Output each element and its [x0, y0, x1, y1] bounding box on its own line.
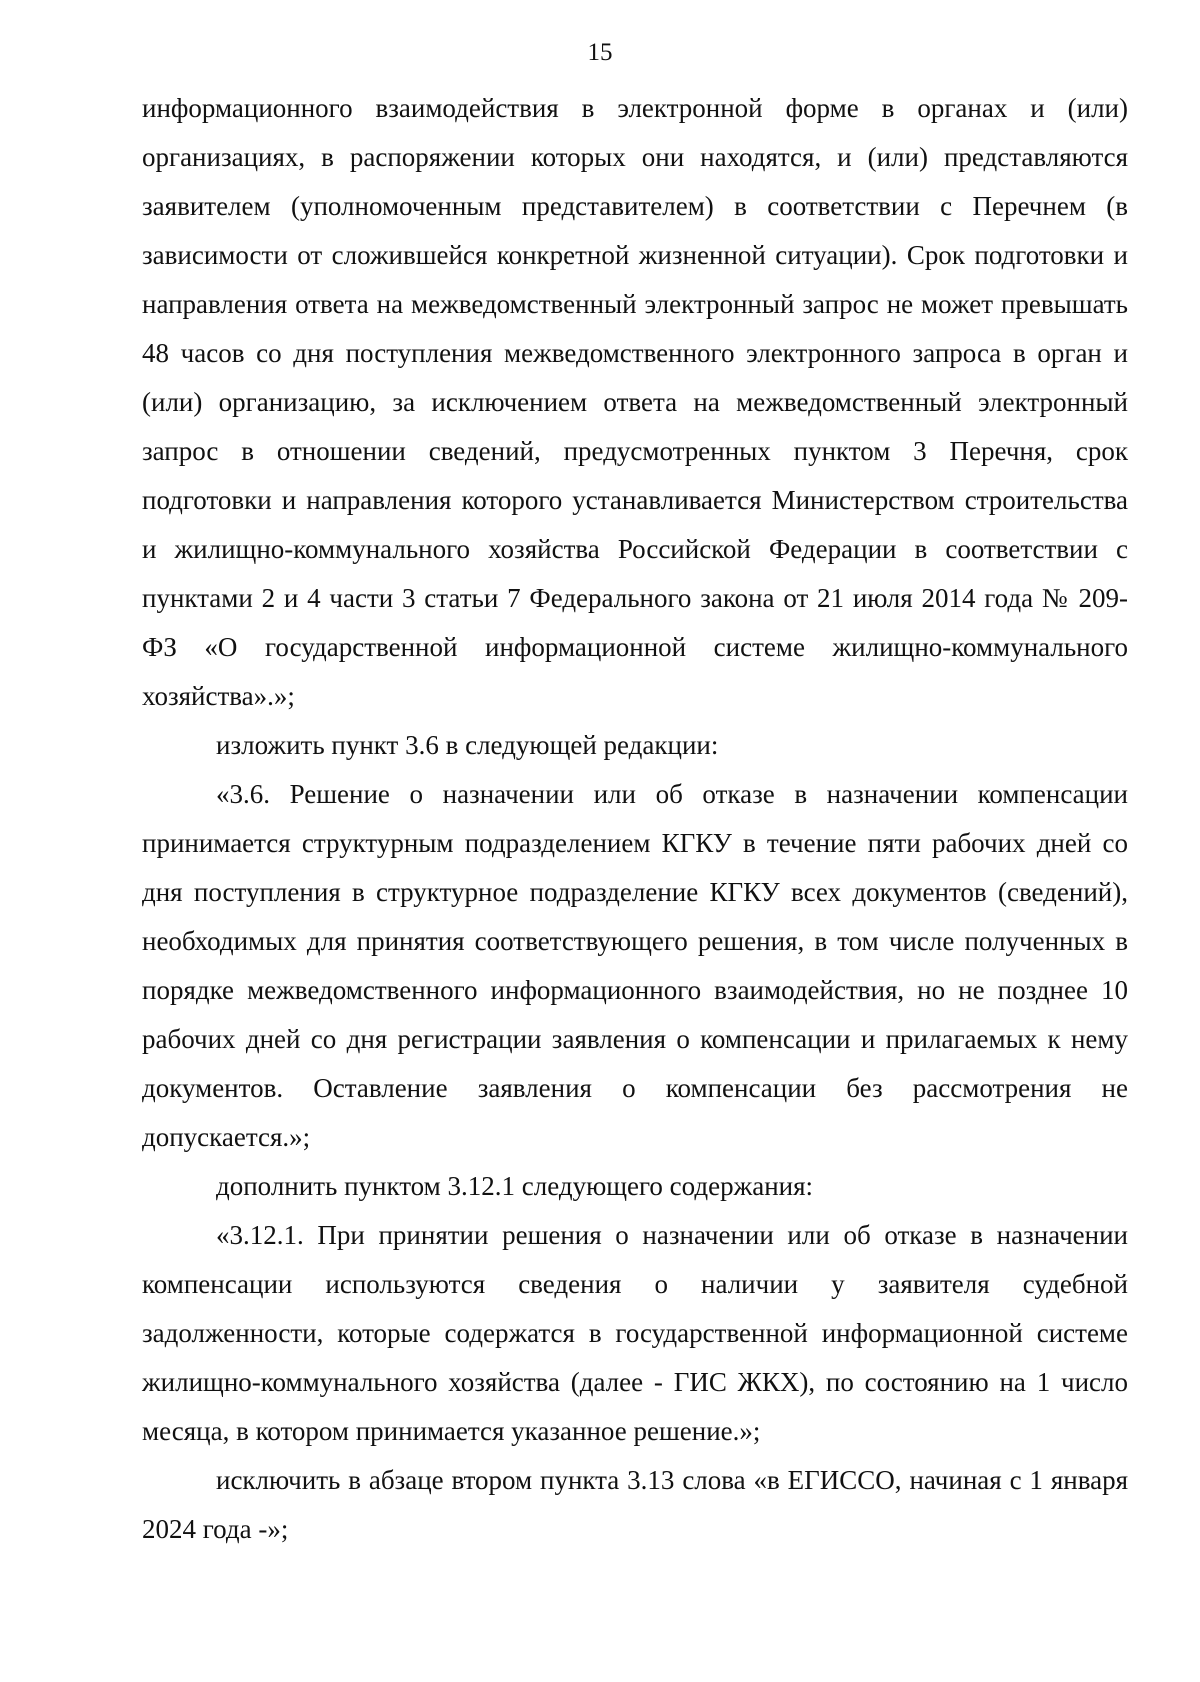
page-number: 15: [587, 39, 613, 66]
paragraph-amend-3-12-1-intro: дополнить пунктом 3.12.1 следующего содержания:: [216, 1171, 814, 1201]
document-body: [142, 84, 1128, 1554]
paragraph-clause-3-12-1: «3.12.1. При принятии решения о назначении или об отказе в назначении компенсации используются сведения о наличии у заявителя судебной задолженности, которые содержатся в государственной информационной системе жилищно-коммунального хозяйства (далее - ГИС ЖКХ), по состоянию на 1 число месяца, в котором принимается указанное решение.»;: [142, 1220, 1128, 1446]
paragraph-clause-3-6: «3.6. Решение о назначении или об отказе в назначении компенсации принимается структурным подразделением КГКУ в течение пяти рабочих дней со дня поступления в структурное подразделение КГКУ всех документов (сведений), необходимых для принятия соответствующего решения, в том числе полученных в порядке межведомственного информационного взаимодействия, но не позднее 10 рабочих дней со дня регистрации заявления о компенсации и прилагаемых к нему документов. Оставление заявления о компенсации без рассмотрения не допускается.»;: [142, 779, 1128, 1152]
paragraph-amend-3-13: исключить в абзаце втором пункта 3.13 слова «в ЕГИССО, начиная с 1 января 2024 года -»;: [142, 1465, 1128, 1544]
paragraph-amend-3-6-intro: изложить пункт 3.6 в следующей редакции:: [216, 730, 719, 760]
paragraph-continuation: информационного взаимодействия в электронной форме в органах и (или) организациях, в распоряжении которых они находятся, и (или) представляются заявителем (уполномоченным представителем) в соответствии с Перечнем (в зависимости от сложившейся конкретной жизненной ситуации). Срок подготовки и направления ответа на межведомственный электронный запрос не может превышать 48 часов со дня поступления межведомственного электронного запроса в орган и (или) организацию, за исключением ответа на межведомственный электронный запрос в отношении сведений, предусмотренных пунктом 3 Перечня, срок подготовки и направления которого устанавливается Министерством строительства и жилищно-коммунального хозяйства Российской Федерации в соответствии с пунктами 2 и 4 части 3 статьи 7 Федерального закона от 21 июля 2014 года № 209-ФЗ «О государственной информационной системе жилищно-коммунального хозяйства».»;: [142, 93, 1128, 711]
